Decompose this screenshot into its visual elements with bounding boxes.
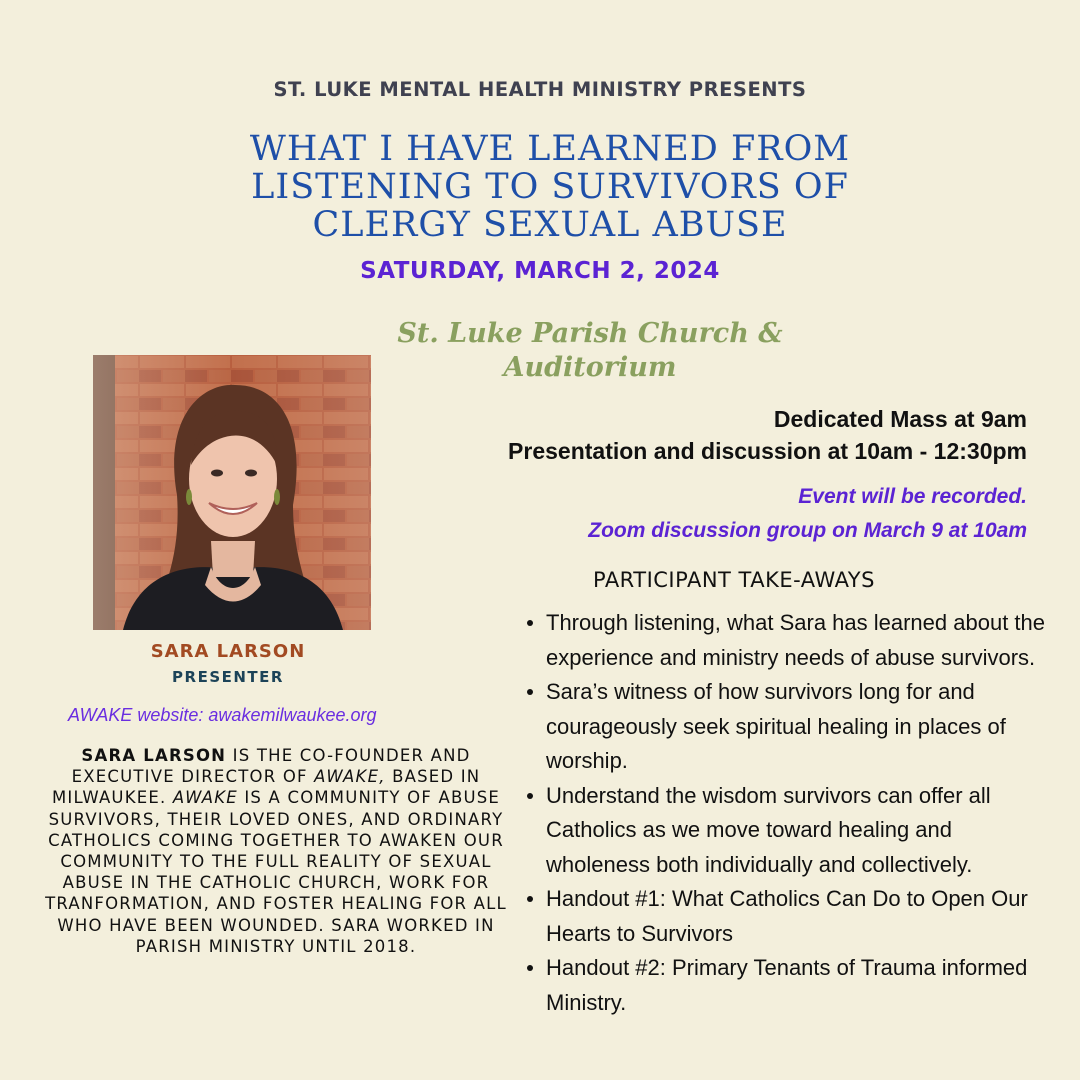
list-item: Handout #2: Primary Tenants of Trauma informed Ministry. bbox=[520, 951, 1060, 1020]
event-date: SATURDAY, MARCH 2, 2024 bbox=[360, 258, 720, 284]
venue-line: St. Luke Parish Church & bbox=[397, 318, 783, 349]
mass-time: Dedicated Mass at 9am bbox=[773, 406, 1027, 432]
bio-text: IS THE CO-FOUNDER AND EXECUTIVE DIRECTOR OF bbox=[71, 746, 471, 787]
presentation-time: Presentation and discussion at 10am - 12:30pm bbox=[508, 438, 1027, 464]
presenter-role: PRESENTER bbox=[172, 668, 284, 686]
event-title-line: CLERGY SEXUAL ABUSE bbox=[312, 205, 788, 245]
presenter-bio bbox=[40, 745, 512, 957]
event-title-line: WHAT I HAVE LEARNED FROM bbox=[249, 129, 851, 169]
takeaways-heading: PARTICIPANT TAKE-AWAYS bbox=[593, 568, 875, 592]
bio-org-name: AWAKE, bbox=[314, 767, 386, 787]
awake-website bbox=[68, 705, 488, 726]
event-title-line: LISTENING TO SURVIVORS OF bbox=[251, 167, 849, 207]
event-title bbox=[200, 130, 900, 244]
venue-line: Auditorium bbox=[503, 352, 677, 383]
list-item: Understand the wisdom survivors can offer all Catholics as we move toward healing and wholeness both individually and collectively. bbox=[520, 779, 1060, 883]
schedule bbox=[387, 403, 1027, 467]
zoom-note: Zoom discussion group on March 9 at 10am bbox=[588, 519, 1027, 542]
bio-name: SARA LARSON bbox=[81, 746, 227, 765]
ministry-presents-heading: ST. LUKE MENTAL HEALTH MINISTRY PRESENTS bbox=[273, 78, 807, 101]
recording-info bbox=[387, 480, 1027, 548]
bio-text: BASED IN MILWAUKEE. bbox=[51, 767, 481, 808]
presenter-name: SARA LARSON bbox=[150, 641, 306, 662]
takeaways-list bbox=[520, 606, 1060, 1020]
presenter-photo bbox=[93, 355, 371, 630]
website-label: AWAKE website: bbox=[68, 705, 204, 725]
list-item: Sara’s witness of how survivors long for and courageously seek spiritual healing in places of worship. bbox=[520, 675, 1060, 779]
bio-org-name: AWAKE bbox=[172, 788, 238, 808]
recorded-note: Event will be recorded. bbox=[798, 485, 1027, 508]
venue bbox=[380, 317, 800, 385]
website-link[interactable]: awakemilwaukee.org bbox=[208, 705, 377, 725]
bio-text: IS A COMMUNITY OF ABUSE SURVIVORS, THEIR LOVED ONES, AND ORDINARY CATHOLICS COMING TOGETHER TO AWAKEN OUR COMMUNITY TO THE FULL REALITY OF SEXUAL ABUSE IN THE CATHOLIC CHURCH, WORK FOR TRANFORMATION, AND FOSTER HEALING FOR ALL WHO HAVE BEEN WOUNDED. SARA WORKED IN PARISH MINISTRY UNTIL 2018. bbox=[45, 788, 507, 956]
list-item: Handout #1: What Catholics Can Do to Open Our Hearts to Survivors bbox=[520, 882, 1060, 951]
list-item: Through listening, what Sara has learned about the experience and ministry needs of abuse survivors. bbox=[520, 606, 1060, 675]
